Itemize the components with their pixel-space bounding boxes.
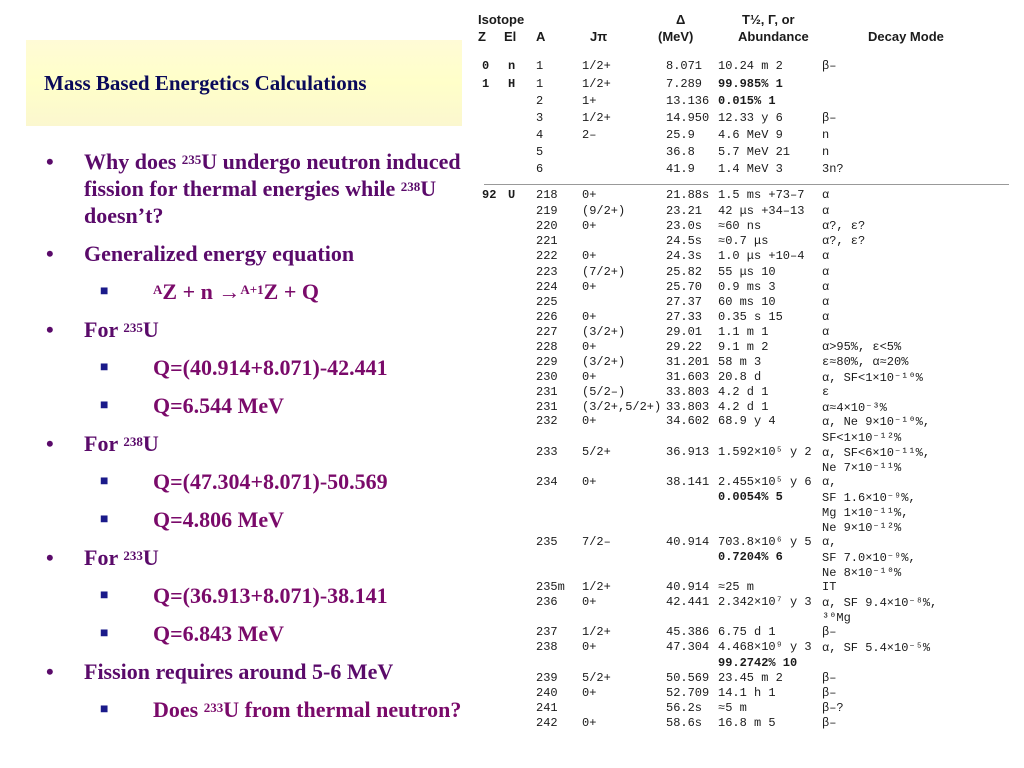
- header-delta: Δ: [676, 12, 686, 27]
- bullet-text: U: [142, 545, 159, 570]
- cell-j: 1/2+: [582, 580, 611, 594]
- cell-a: 240: [536, 686, 558, 700]
- cell-t: 2.455×10⁵ y 6: [718, 475, 812, 489]
- bullet-square-icon: ■: [100, 702, 109, 717]
- cell-a: 230: [536, 370, 558, 384]
- table-header: [470, 12, 1024, 52]
- table-row: [470, 640, 1024, 656]
- bullet-item: [38, 430, 498, 457]
- header-halflife: T½, Γ, or: [742, 12, 795, 27]
- cell-m: α: [822, 280, 830, 294]
- table-row: [470, 580, 1024, 596]
- cell-j: (9/2+): [582, 204, 626, 218]
- cell-a: 226: [536, 310, 558, 324]
- cell-j: 0+: [582, 280, 597, 294]
- table-row: [470, 475, 1024, 491]
- superscript-text: 238: [400, 179, 421, 194]
- table-row: [470, 325, 1024, 341]
- cell-d: 36.8: [666, 145, 695, 159]
- cell-z: 0: [482, 59, 490, 73]
- cell-t: 12.33 y 6: [718, 111, 783, 125]
- table-row: [470, 310, 1024, 326]
- cell-m: α≈4×10⁻³%: [822, 401, 887, 415]
- cell-m: β–: [822, 686, 837, 700]
- cell-d: 25.9: [666, 128, 695, 142]
- bullet-dot-icon: •: [46, 317, 54, 342]
- superscript-text: 235: [123, 320, 143, 335]
- superscript-text: 233: [203, 700, 224, 715]
- cell-a: 224: [536, 280, 558, 294]
- table-row: [470, 550, 1024, 566]
- cell-m: β–?: [822, 701, 844, 715]
- table-row: [470, 686, 1024, 702]
- bullet-text: →: [218, 279, 241, 304]
- table-row: [470, 430, 1024, 446]
- table-row: [470, 234, 1024, 250]
- table-row: [470, 610, 1024, 626]
- superscript-text: 238: [123, 434, 143, 449]
- cell-a: 227: [536, 325, 558, 339]
- cell-m: SF 7.0×10⁻⁹%,: [822, 551, 916, 565]
- cell-t: 16.8 m 5: [718, 716, 776, 730]
- bullet-item: [38, 316, 498, 343]
- cell-t: 1.5 ms +73–7: [718, 188, 805, 202]
- cell-t: 42 μs +34–13: [718, 204, 805, 218]
- cell-a: 238: [536, 640, 558, 654]
- table-row: [470, 671, 1024, 687]
- bullet-text: Z + n: [162, 279, 219, 304]
- table-row: [470, 340, 1024, 356]
- cell-j: (7/2+): [582, 265, 626, 279]
- header-el: El: [504, 29, 517, 44]
- title-box: [26, 40, 462, 126]
- bullet-dot-icon: •: [46, 659, 54, 684]
- cell-d: 42.441: [666, 595, 710, 609]
- cell-t: ≈60 ns: [718, 219, 762, 233]
- cell-t: 10.24 m 2: [718, 59, 783, 73]
- cell-t: ≈5 m: [718, 701, 747, 715]
- cell-a: 235: [536, 535, 558, 549]
- cell-a: 228: [536, 340, 558, 354]
- cell-a: 220: [536, 219, 558, 233]
- cell-j: 0+: [582, 716, 597, 730]
- bullet-square-icon: ■: [100, 398, 109, 413]
- bullet-square-icon: ■: [100, 588, 109, 603]
- cell-d: 36.913: [666, 445, 710, 459]
- cell-d: 33.803: [666, 400, 710, 414]
- cell-a: 2: [536, 94, 544, 108]
- cell-a: 236: [536, 595, 558, 609]
- header-abundance: Abundance: [738, 29, 809, 44]
- bullet-text: Q=4.806 MeV: [153, 507, 285, 532]
- cell-a: 1: [536, 59, 544, 73]
- cell-a: 225: [536, 295, 558, 309]
- cell-j: 0+: [582, 370, 597, 384]
- cell-j: 1/2+: [582, 59, 611, 73]
- cell-d: 33.803: [666, 385, 710, 399]
- cell-d: 27.37: [666, 295, 703, 309]
- cell-t: 68.9 y 4: [718, 414, 776, 428]
- cell-j: (3/2+): [582, 325, 626, 339]
- table-row: [470, 716, 1024, 732]
- cell-d: 29.01: [666, 325, 703, 339]
- sub-bullet-item: [38, 392, 498, 419]
- cell-t: 703.8×10⁶ y 5: [718, 535, 812, 549]
- header-decay-mode: Decay Mode: [868, 29, 944, 44]
- cell-a: 233: [536, 445, 558, 459]
- cell-m: α, Ne 9×10⁻¹⁰%,: [822, 415, 931, 429]
- cell-j: 0+: [582, 188, 597, 202]
- cell-j: 0+: [582, 475, 597, 489]
- cell-d: 21.88s: [666, 188, 710, 202]
- cell-j: 2–: [582, 128, 597, 142]
- cell-t: 14.1 h 1: [718, 686, 776, 700]
- cell-a: 223: [536, 265, 558, 279]
- bullet-list: [38, 148, 498, 734]
- cell-t: 20.8 d: [718, 370, 762, 384]
- cell-d: 34.602: [666, 414, 710, 428]
- cell-d: 8.071: [666, 59, 703, 73]
- bullet-text: For: [84, 545, 124, 570]
- table-row: [470, 385, 1024, 401]
- cell-j: 0+: [582, 310, 597, 324]
- cell-j: (5/2–): [582, 385, 626, 399]
- cell-a: 237: [536, 625, 558, 639]
- table-row: [470, 565, 1024, 581]
- cell-j: (3/2+,5/2+): [582, 400, 662, 414]
- bullet-dot-icon: •: [46, 431, 54, 456]
- table-row: [470, 188, 1024, 204]
- bullet-text: U doesn’t?: [84, 176, 437, 228]
- cell-a: 234: [536, 475, 558, 489]
- cell-m: α?, ε?: [822, 219, 866, 233]
- cell-a: 232: [536, 414, 558, 428]
- cell-m: β–: [822, 111, 837, 125]
- cell-j: 1/2+: [582, 625, 611, 639]
- bullet-text: U from thermal neutron?: [223, 697, 462, 722]
- table-row: [470, 445, 1024, 461]
- cell-t: 2.342×10⁷ y 3: [718, 595, 812, 609]
- cell-m: n: [822, 128, 830, 142]
- cell-m: α, SF 5.4×10⁻⁵%: [822, 641, 931, 655]
- cell-j: 1/2+: [582, 111, 611, 125]
- header-isotope: Isotope: [478, 12, 525, 27]
- cell-d: 7.289: [666, 77, 703, 91]
- cell-j: 7/2–: [582, 535, 611, 549]
- cell-m: α,: [822, 535, 837, 549]
- cell-d: 56.2s: [666, 701, 703, 715]
- cell-m: Mg 1×10⁻¹¹%,: [822, 506, 909, 520]
- cell-z: 92: [482, 188, 497, 202]
- cell-j: 0+: [582, 686, 597, 700]
- sub-bullet-item: [38, 468, 498, 495]
- cell-t: 0.015% 1: [718, 94, 776, 108]
- cell-j: 0+: [582, 414, 597, 428]
- cell-j: 0+: [582, 219, 597, 233]
- bullet-text: For: [84, 431, 124, 456]
- cell-d: 45.386: [666, 625, 710, 639]
- cell-j: (3/2+): [582, 355, 626, 369]
- bullet-item: [38, 148, 498, 229]
- bullet-item: [38, 544, 498, 571]
- header-a: A: [536, 29, 546, 44]
- bullet-text: Z + Q: [263, 279, 319, 304]
- cell-m: α>95%, ε<5%: [822, 340, 902, 354]
- bullet-text: Q=(36.913+8.071)-38.141: [153, 583, 388, 608]
- cell-d: 23.0s: [666, 219, 703, 233]
- cell-m: α: [822, 325, 830, 339]
- bullet-text: Fission requires around 5-6 MeV: [84, 659, 394, 684]
- table-row: [470, 128, 1024, 144]
- table-row: [470, 370, 1024, 386]
- bullet-text: For: [84, 317, 124, 342]
- cell-m: Ne 8×10⁻¹⁰%: [822, 566, 902, 580]
- table-row: [470, 145, 1024, 161]
- table-row: [470, 701, 1024, 717]
- cell-d: 38.141: [666, 475, 710, 489]
- table-row: [470, 94, 1024, 110]
- cell-j: 5/2+: [582, 671, 611, 685]
- table-row: [470, 414, 1024, 430]
- cell-el: H: [508, 77, 516, 91]
- cell-t: 4.2 d 1: [718, 400, 769, 414]
- cell-t: 0.35 s 15: [718, 310, 783, 324]
- cell-j: 1+: [582, 94, 597, 108]
- bullet-text: U undergo neutron induced fission for thermal energies while: [84, 149, 461, 201]
- cell-d: 24.3s: [666, 249, 703, 263]
- cell-j: 0+: [582, 595, 597, 609]
- cell-m: α: [822, 295, 830, 309]
- cell-t: 6.75 d 1: [718, 625, 776, 639]
- table-row: [470, 355, 1024, 371]
- cell-t: 58 m 3: [718, 355, 762, 369]
- cell-m: α: [822, 188, 830, 202]
- cell-j: 5/2+: [582, 445, 611, 459]
- cell-m: Ne 9×10⁻¹²%: [822, 521, 902, 535]
- cell-t: 4.2 d 1: [718, 385, 769, 399]
- cell-m: β–: [822, 59, 837, 73]
- cell-j: 1/2+: [582, 77, 611, 91]
- cell-a: 241: [536, 701, 558, 715]
- table-divider: [484, 184, 1009, 185]
- cell-m: SF<1×10⁻¹²%: [822, 431, 902, 445]
- cell-m: 3n?: [822, 162, 844, 176]
- table-row: [470, 249, 1024, 265]
- cell-m: ε≈80%, α≈20%: [822, 355, 909, 369]
- cell-t: 5.7 MeV 21: [718, 145, 791, 159]
- cell-t: 23.45 m 2: [718, 671, 783, 685]
- table-row: [470, 595, 1024, 611]
- sub-bullet-item: [38, 278, 498, 305]
- cell-t: 0.7204% 6: [718, 550, 783, 564]
- superscript-text: 235: [181, 152, 202, 167]
- table-row: [470, 265, 1024, 281]
- bullet-dot-icon: •: [46, 241, 54, 266]
- cell-m: Ne 7×10⁻¹¹%: [822, 461, 902, 475]
- cell-m: SF 1.6×10⁻⁹%,: [822, 491, 916, 505]
- cell-m: α, SF 9.4×10⁻⁸%,: [822, 596, 938, 610]
- cell-t: ≈0.7 μs: [718, 234, 769, 248]
- bullet-square-icon: ■: [100, 512, 109, 527]
- cell-m: α: [822, 310, 830, 324]
- cell-m: ³⁰Mg: [822, 611, 851, 625]
- cell-t: 1.592×10⁵ y 2: [718, 445, 812, 459]
- cell-m: α: [822, 265, 830, 279]
- bullet-text: U: [142, 317, 159, 342]
- cell-m: β–: [822, 625, 837, 639]
- cell-t: 99.985% 1: [718, 77, 783, 91]
- bullet-square-icon: ■: [100, 474, 109, 489]
- bullet-text: Does: [153, 697, 204, 722]
- cell-m: α, SF<1×10⁻¹⁰%: [822, 371, 923, 385]
- cell-d: 40.914: [666, 580, 710, 594]
- cell-z: 1: [482, 77, 490, 91]
- bullet-text: Q=6.544 MeV: [153, 393, 285, 418]
- cell-a: 5: [536, 145, 544, 159]
- cell-m: n: [822, 145, 830, 159]
- bullet-text: U: [142, 431, 159, 456]
- cell-d: 13.136: [666, 94, 710, 108]
- table-row: [470, 535, 1024, 551]
- table-row: [470, 295, 1024, 311]
- cell-d: 29.22: [666, 340, 703, 354]
- superscript-text: 233: [123, 548, 143, 563]
- cell-a: 3: [536, 111, 544, 125]
- header-delta-unit: (MeV): [658, 29, 694, 44]
- superscript-text: A: [153, 282, 163, 297]
- cell-d: 58.6s: [666, 716, 703, 730]
- table-row: [470, 520, 1024, 536]
- sub-bullet-item: [38, 620, 498, 647]
- bullet-text: Q=(47.304+8.071)-50.569: [153, 469, 388, 494]
- bullet-text: Q=(40.914+8.071)-42.441: [153, 355, 388, 380]
- bullet-text: Why does: [84, 149, 182, 174]
- bullet-text: Q=6.843 MeV: [153, 621, 285, 646]
- bullet-item: [38, 240, 498, 267]
- header-jpi: Jπ: [590, 29, 608, 44]
- cell-m: β–: [822, 671, 837, 685]
- cell-m: ε: [822, 385, 830, 399]
- table-row: [470, 162, 1024, 178]
- cell-t: 99.2742% 10: [718, 656, 798, 670]
- cell-d: 50.569: [666, 671, 710, 685]
- cell-m: α: [822, 204, 830, 218]
- cell-t: 1.1 m 1: [718, 325, 769, 339]
- table-row: [470, 77, 1024, 93]
- bullet-square-icon: ■: [100, 626, 109, 641]
- table-row: [470, 490, 1024, 506]
- nuclide-table: [470, 4, 1024, 768]
- cell-d: 31.201: [666, 355, 710, 369]
- cell-a: 239: [536, 671, 558, 685]
- cell-d: 14.950: [666, 111, 710, 125]
- cell-t: 1.4 MeV 3: [718, 162, 783, 176]
- cell-d: 25.70: [666, 280, 703, 294]
- table-row: [470, 219, 1024, 235]
- superscript-text: A+1: [240, 282, 264, 297]
- cell-a: 1: [536, 77, 544, 91]
- table-row: [470, 460, 1024, 476]
- cell-d: 41.9: [666, 162, 695, 176]
- cell-d: 24.5s: [666, 234, 703, 248]
- sub-bullet-item: [38, 696, 498, 723]
- table-row: [470, 505, 1024, 521]
- header-z: Z: [478, 29, 486, 44]
- table-row: [470, 656, 1024, 672]
- cell-a: 222: [536, 249, 558, 263]
- cell-el: n: [508, 59, 516, 73]
- cell-t: 4.468×10⁹ y 3: [718, 640, 812, 654]
- cell-el: U: [508, 188, 516, 202]
- cell-j: 0+: [582, 340, 597, 354]
- cell-d: 47.304: [666, 640, 710, 654]
- cell-a: 219: [536, 204, 558, 218]
- table-row: [470, 59, 1024, 75]
- cell-a: 231: [536, 400, 558, 414]
- cell-d: 40.914: [666, 535, 710, 549]
- bullet-item: [38, 658, 498, 685]
- cell-m: IT: [822, 580, 837, 594]
- cell-a: 221: [536, 234, 558, 248]
- cell-a: 242: [536, 716, 558, 730]
- cell-m: α?, ε?: [822, 234, 866, 248]
- table-row: [470, 204, 1024, 220]
- cell-t: 60 ms 10: [718, 295, 776, 309]
- cell-a: 231: [536, 385, 558, 399]
- bullet-square-icon: ■: [100, 284, 109, 299]
- slide-title: Mass Based Energetics Calculations: [44, 70, 367, 95]
- table-row: [470, 280, 1024, 296]
- cell-m: α, SF<6×10⁻¹¹%,: [822, 446, 931, 460]
- cell-j: 0+: [582, 640, 597, 654]
- bullet-dot-icon: •: [46, 149, 54, 174]
- cell-d: 25.82: [666, 265, 703, 279]
- cell-a: 229: [536, 355, 558, 369]
- bullet-dot-icon: •: [46, 545, 54, 570]
- cell-a: 218: [536, 188, 558, 202]
- cell-a: 4: [536, 128, 544, 142]
- cell-t: 0.0054% 5: [718, 490, 783, 504]
- cell-t: 9.1 m 2: [718, 340, 769, 354]
- cell-d: 23.21: [666, 204, 703, 218]
- cell-d: 31.603: [666, 370, 710, 384]
- cell-d: 27.33: [666, 310, 703, 324]
- cell-t: 4.6 MeV 9: [718, 128, 783, 142]
- sub-bullet-item: [38, 582, 498, 609]
- sub-bullet-item: [38, 354, 498, 381]
- cell-t: ≈25 m: [718, 580, 755, 594]
- table-row: [470, 111, 1024, 127]
- cell-m: α: [822, 249, 830, 263]
- cell-m: α,: [822, 475, 837, 489]
- cell-j: 0+: [582, 249, 597, 263]
- cell-m: β–: [822, 716, 837, 730]
- cell-t: 1.0 μs +10–4: [718, 249, 805, 263]
- sub-bullet-item: [38, 506, 498, 533]
- table-row: [470, 625, 1024, 641]
- cell-t: 0.9 ms 3: [718, 280, 776, 294]
- bullet-text: Generalized energy equation: [84, 241, 355, 266]
- cell-a: 6: [536, 162, 544, 176]
- bullet-square-icon: ■: [100, 360, 109, 375]
- cell-t: 55 μs 10: [718, 265, 776, 279]
- cell-d: 52.709: [666, 686, 710, 700]
- cell-a: 235m: [536, 580, 565, 594]
